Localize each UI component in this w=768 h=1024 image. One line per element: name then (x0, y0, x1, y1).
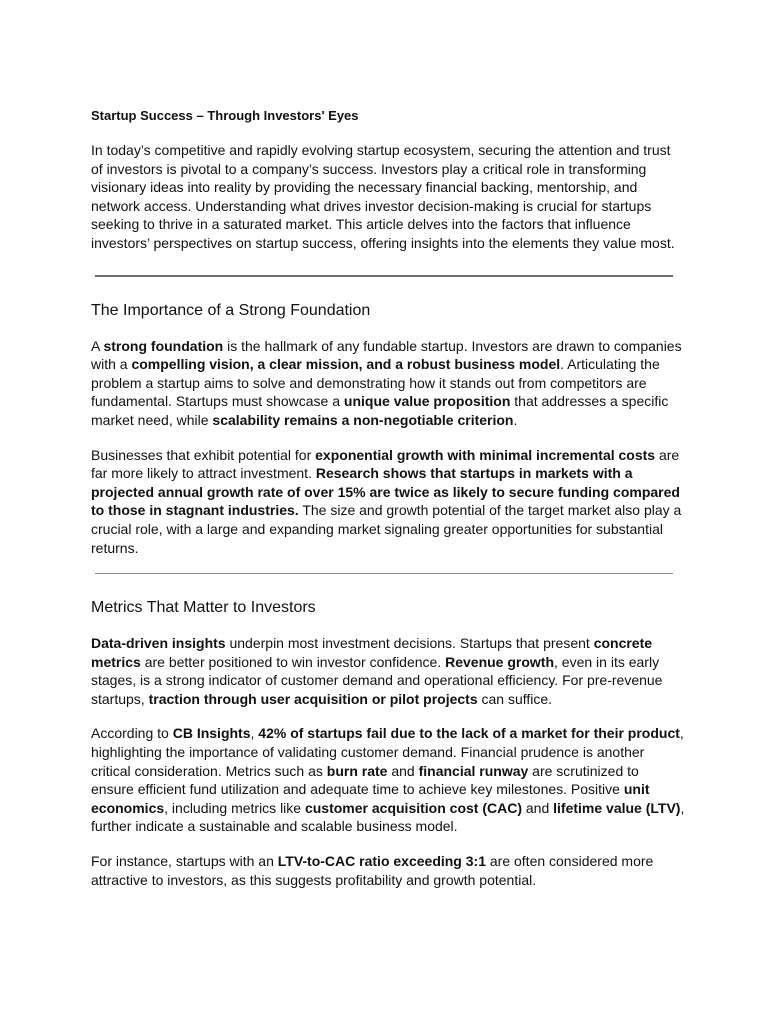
bold-run: traction through user acquisition or pilot projects (148, 690, 478, 707)
bold-run: Data-driven insights (91, 635, 226, 652)
text-run: For instance, startups with an (91, 853, 278, 870)
bold-run: Research shows that startups in markets with a projected annual growth rate of over 15% are twice as likely to secure funding compared to those in stagnant industries. (91, 465, 680, 519)
document-page (91, 106, 685, 905)
text-run: . (513, 411, 518, 428)
section-divider (95, 275, 673, 277)
text-run: Businesses that exhibit potential for (91, 446, 316, 463)
text-run: and (522, 799, 554, 816)
bold-run: compelling vision, a clear mission, and a robust business model (131, 356, 561, 373)
bold-run: CB Insights (172, 725, 251, 742)
text-run: underpin most investment decisions. Startups that present (225, 635, 594, 652)
text-run: , including metrics like (164, 799, 305, 816)
text-run: are better positioned to win investor confidence. (140, 653, 446, 670)
bold-run: unit economics (91, 781, 650, 816)
metrics-paragraph-1 (91, 634, 685, 708)
bold-run: LTV-to-CAC ratio exceeding 3:1 (277, 853, 486, 870)
text-run: are often considered more attractive to investors, as this suggests profitability and growth potential. (91, 853, 654, 888)
bold-run: strong foundation (103, 337, 224, 354)
metrics-paragraph-3 (91, 852, 685, 889)
bold-run: financial runway (418, 762, 529, 779)
text-run: can suffice. (477, 690, 553, 707)
bold-run: Revenue growth (445, 653, 555, 670)
text-run: According to (91, 725, 173, 742)
foundation-paragraph-1 (91, 337, 685, 430)
text-run: The size and growth potential of the target market also play a crucial role, with a large and expanding market signaling greater opportunities for substantial returns. (91, 502, 682, 556)
section-divider (95, 573, 673, 574)
document-title: Startup Success – Through Investors' Eyes (91, 108, 359, 123)
section-heading-foundation: The Importance of a Strong Foundation (91, 301, 371, 319)
text-run: , highlighting the importance of validating customer demand. Financial prudence is another critical consideration. Metrics such as (91, 725, 684, 779)
bold-run: concrete metrics (91, 635, 653, 670)
text-run: are far more likely to attract investment. (91, 446, 680, 482)
bold-run: lifetime value (LTV) (553, 799, 681, 816)
text-run: , even in its early stages, is a strong indicator of customer demand and operational efficiency. For pre-revenue startups, (91, 653, 663, 707)
text-run: that addresses a specific market need, while (91, 393, 669, 428)
foundation-paragraph-2 (91, 446, 685, 558)
text-run: . Articulating the problem a startup aims to solve and demonstrating how it stands out from competitors are fundamental. Startups must showcase a (91, 356, 660, 410)
text-run: and (387, 762, 419, 779)
text-run: are scrutinized to ensure efficient fund utilization and adequate time to achieve key milestones. Positive (91, 762, 639, 798)
bold-run: unique value proposition (343, 393, 511, 410)
bold-run: scalability remains a non-negotiable criterion (212, 411, 514, 428)
text-run: A (91, 337, 104, 354)
text-run: , (250, 725, 259, 742)
section-heading-metrics: Metrics That Matter to Investors (91, 599, 316, 617)
text-run: , further indicate a sustainable and scalable business model. (91, 799, 685, 835)
bold-run: exponential growth with minimal incremental costs (315, 446, 656, 463)
bold-run: 42% of startups fail due to the lack of a market for their product (258, 725, 680, 742)
intro-paragraph: In today’s competitive and rapidly evolving startup ecosystem, securing the attention and trust of investors is pivotal to a company’s success. Investors play a critical role in transforming visionary ideas into reality by providing the necessary financial backing, mentorship, and network access. Understanding what drives investor decision-making is crucial for startups seeking to thrive in a saturated market. This article delves into the factors that influence investors’ perspectives on startup success, offering insights into the elements they value most. (91, 142, 675, 251)
bold-run: customer acquisition cost (CAC) (304, 799, 522, 816)
text-run: is the hallmark of any fundable startup. Investors are drawn to companies with a (91, 337, 682, 373)
metrics-paragraph-2 (91, 724, 685, 836)
bold-run: burn rate (326, 762, 388, 779)
